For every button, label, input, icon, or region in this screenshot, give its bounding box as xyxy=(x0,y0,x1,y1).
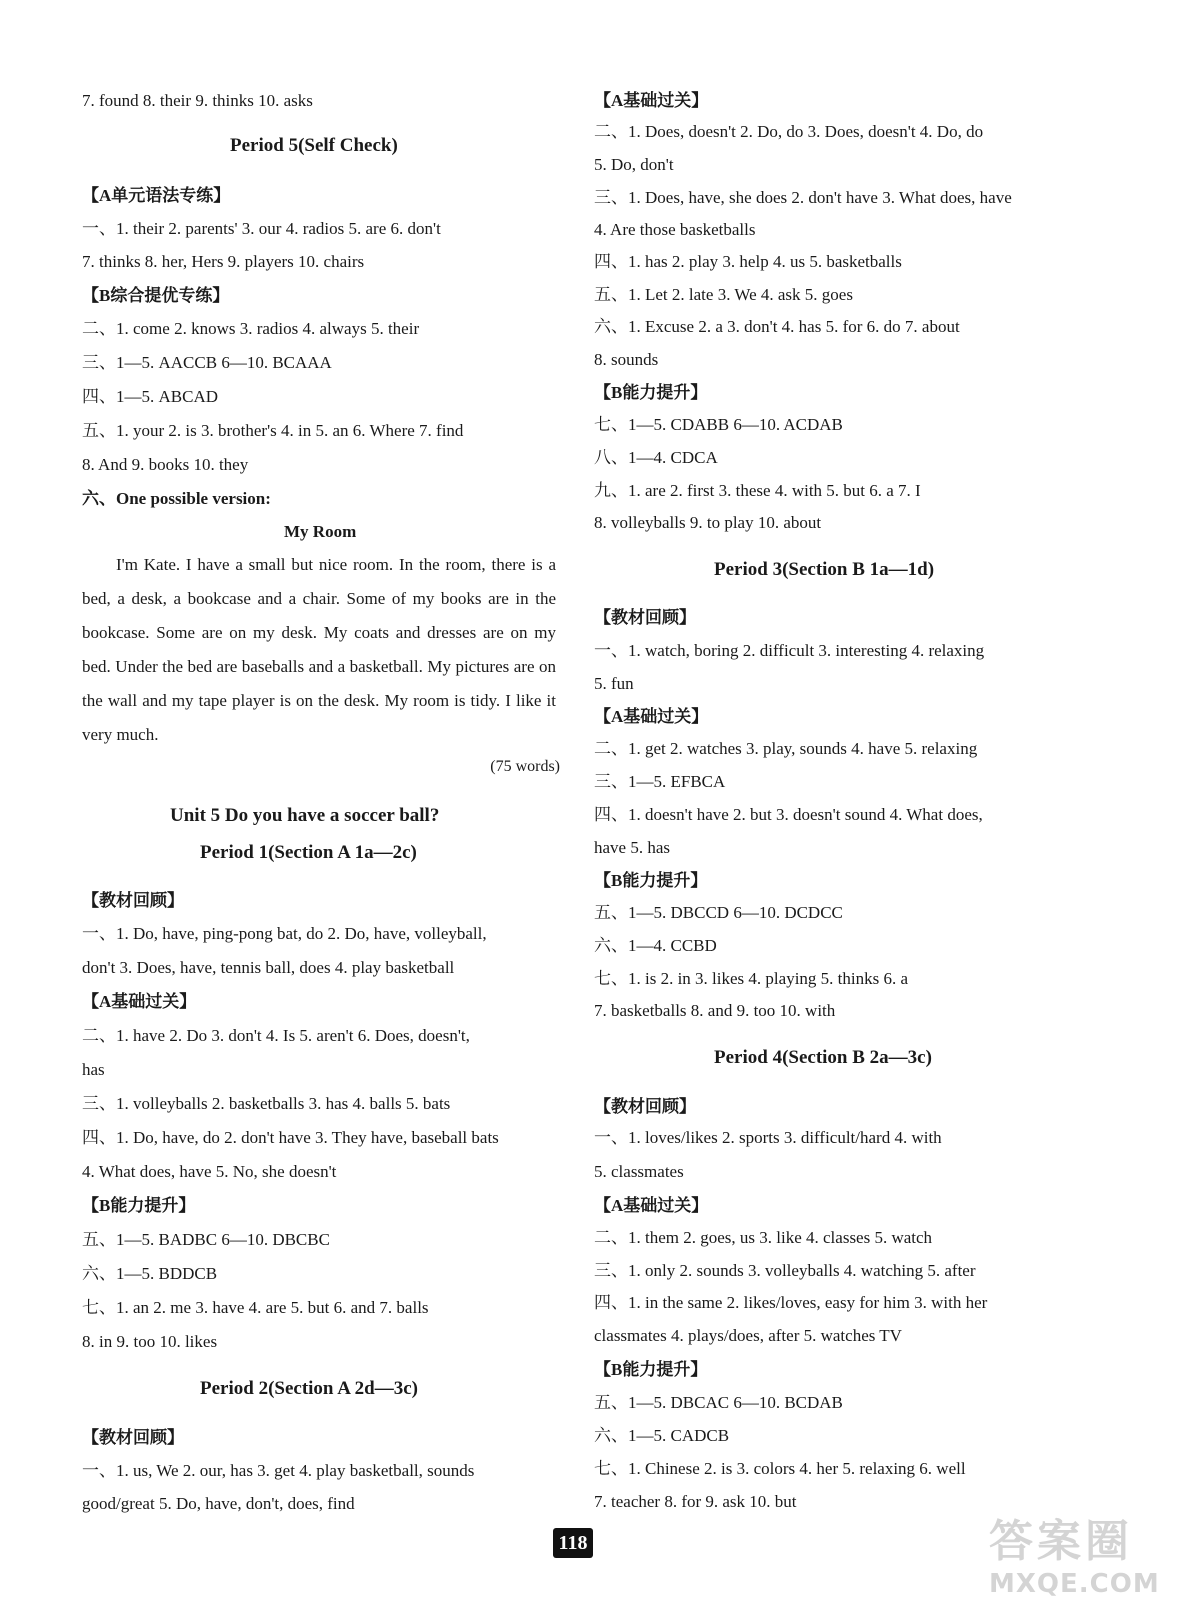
answer-line: 三、1—5. EFBCA xyxy=(594,772,726,791)
answer-line: 六、1—4. CCBD xyxy=(594,936,717,955)
answer-line: 四、1. doesn't have 2. but 3. doesn't sound 4. What does, xyxy=(594,805,983,824)
section-title: Period 2(Section A 2d—3c) xyxy=(200,1378,418,1399)
answer-line: 三、1. Does, have, she does 2. don't have 3. What does, have xyxy=(594,188,1012,207)
answer-line: 二、1. have 2. Do 3. don't 4. Is 5. aren't 6. Does, doesn't, xyxy=(82,1026,470,1045)
answer-line: 5. classmates xyxy=(594,1162,684,1181)
subsection-heading: 【A基础过关】 xyxy=(82,992,197,1011)
answer-line: 五、1—5. DBCCD 6—10. DCDCC xyxy=(594,903,843,922)
unit-title: Unit 5 Do you have a soccer ball? xyxy=(170,805,440,826)
answer-line: 8. volleyballs 9. to play 10. about xyxy=(594,513,822,532)
answer-line: don't 3. Does, have, tennis ball, does 4. play basketball xyxy=(82,958,455,977)
answer-line: 四、1—5. ABCAD xyxy=(82,387,219,406)
answer-line: 8. in 9. too 10. likes xyxy=(82,1332,218,1351)
subsection-heading: 【A基础过关】 xyxy=(594,91,709,110)
answer-line: 二、1. get 2. watches 3. play, sounds 4. have 5. relaxing xyxy=(594,739,978,758)
answer-line: 二、1. come 2. knows 3. radios 4. always 5. their xyxy=(82,319,420,338)
answer-line: 六、1—5. CADCB xyxy=(594,1426,730,1445)
answer-line: 7. teacher 8. for 9. ask 10. but xyxy=(594,1492,797,1511)
answer-line: 7. found 8. their 9. thinks 10. asks xyxy=(82,91,313,110)
answer-line: 六、1—5. BDDCB xyxy=(82,1264,218,1283)
subsection-heading: 【B能力提升】 xyxy=(594,1360,708,1379)
answer-line: 8. And 9. books 10. they xyxy=(82,455,249,474)
watermark xyxy=(989,1505,1169,1599)
watermark-logo: 答案圈 xyxy=(989,1516,1133,1567)
answer-line: 九、1. are 2. first 3. these 4. with 5. but 6. a 7. I xyxy=(594,481,921,500)
subsection-heading: 【A基础过关】 xyxy=(594,707,709,726)
answer-line: 五、1. your 2. is 3. brother's 4. in 5. an 6. Where 7. find xyxy=(82,421,464,440)
section-title: Period 4(Section B 2a—3c) xyxy=(714,1047,932,1068)
subsection-heading: 【教材回顾】 xyxy=(594,608,696,627)
answer-line: classmates 4. plays/does, after 5. watches TV xyxy=(594,1326,902,1345)
answer-line: 四、1. in the same 2. likes/loves, easy for him 3. with her xyxy=(594,1293,988,1312)
answer-line: 一、1. us, We 2. our, has 3. get 4. play basketball, sounds xyxy=(82,1461,475,1480)
answer-line: 5. Do, don't xyxy=(594,155,674,174)
answer-line: 一、1. loves/likes 2. sports 3. difficult/hard 4. with xyxy=(594,1128,942,1147)
subsection-heading: 【教材回顾】 xyxy=(82,1428,184,1447)
answer-line: 八、1—4. CDCA xyxy=(594,448,718,467)
answer-line: 一、1. Do, have, ping-pong bat, do 2. Do, have, volleyball, xyxy=(82,924,487,943)
answer-line: 五、1—5. BADBC 6—10. DBCBC xyxy=(82,1230,330,1249)
answer-line: 七、1. Chinese 2. is 3. colors 4. her 5. relaxing 6. well xyxy=(594,1459,966,1478)
answer-line: 四、1. Do, have, do 2. don't have 3. They have, baseball bats xyxy=(82,1128,499,1147)
answer-line: 六、One possible version: xyxy=(82,489,271,508)
answer-line: 七、1—5. CDABB 6—10. ACDAB xyxy=(594,415,843,434)
subsection-heading: 【教材回顾】 xyxy=(82,891,184,910)
answer-line: 7. thinks 8. her, Hers 9. players 10. chairs xyxy=(82,252,365,271)
answer-line: 4. What does, have 5. No, she doesn't xyxy=(82,1162,337,1181)
subsection-heading: 【B综合提优专练】 xyxy=(82,286,230,305)
answer-line: 五、1—5. DBCAC 6—10. BCDAB xyxy=(594,1393,843,1412)
essay-title: My Room xyxy=(284,522,357,541)
subsection-heading: 【B能力提升】 xyxy=(594,383,708,402)
answer-line: 8. sounds xyxy=(594,350,659,369)
answer-line: 三、1. only 2. sounds 3. volleyballs 4. watching 5. after xyxy=(594,1261,976,1280)
subsection-heading: 【B能力提升】 xyxy=(82,1196,196,1215)
answer-line: 六、1. Excuse 2. a 3. don't 4. has 5. for 6. do 7. about xyxy=(594,317,960,336)
answer-line: have 5. has xyxy=(594,838,671,857)
subsection-heading: 【A单元语法专练】 xyxy=(82,186,231,205)
answer-line: 一、1. watch, boring 2. difficult 3. interesting 4. relaxing xyxy=(594,641,985,660)
answer-line: 5. fun xyxy=(594,674,634,693)
word-count: (75 words) xyxy=(490,758,560,775)
answer-line: 二、1. Does, doesn't 2. Do, do 3. Does, doesn't 4. Do, do xyxy=(594,122,984,141)
subsection-heading: 【教材回顾】 xyxy=(594,1097,696,1116)
answer-line: 五、1. Let 2. late 3. We 4. ask 5. goes xyxy=(594,285,853,304)
section-title: Period 5(Self Check) xyxy=(230,135,398,156)
answer-line: 七、1. an 2. me 3. have 4. are 5. but 6. and 7. balls xyxy=(82,1298,429,1317)
answer-line: 一、1. their 2. parents' 3. our 4. radios 5. are 6. don't xyxy=(82,219,441,238)
section-title: Period 3(Section B 1a—1d) xyxy=(714,559,935,580)
answer-line: good/great 5. Do, have, don't, does, find xyxy=(82,1494,355,1513)
answer-line: 四、1. has 2. play 3. help 4. us 5. basketballs xyxy=(594,252,902,271)
answer-line: has xyxy=(82,1060,105,1079)
essay-paragraph: I'm Kate. I have a small but nice room. In the room, there is a bed, a desk, a bookcase and a chair. Some of my books are in the bookcase. Some are on my desk. My coats and dresses are on my bed. Under the bed are baseballs and a basketball. My pictures are on the wall and my tape player is on the desk. My room is tidy. I like it very much. xyxy=(82,555,556,744)
subsection-heading: 【B能力提升】 xyxy=(594,871,708,890)
answer-line: 7. basketballs 8. and 9. too 10. with xyxy=(594,1001,836,1020)
page-number: 118 xyxy=(553,1528,593,1558)
answer-line: 三、1—5. AACCB 6—10. BCAAA xyxy=(82,353,332,372)
section-title: Period 1(Section A 1a—2c) xyxy=(200,842,417,863)
answer-line: 七、1. is 2. in 3. likes 4. playing 5. thinks 6. a xyxy=(594,969,909,988)
answer-line: 三、1. volleyballs 2. basketballs 3. has 4. balls 5. bats xyxy=(82,1094,451,1113)
subsection-heading: 【A基础过关】 xyxy=(594,1196,709,1215)
answer-line: 4. Are those basketballs xyxy=(594,220,756,239)
watermark-url: MXQE.COM xyxy=(989,1569,1160,1599)
answer-line: 二、1. them 2. goes, us 3. like 4. classes 5. watch xyxy=(594,1228,933,1247)
